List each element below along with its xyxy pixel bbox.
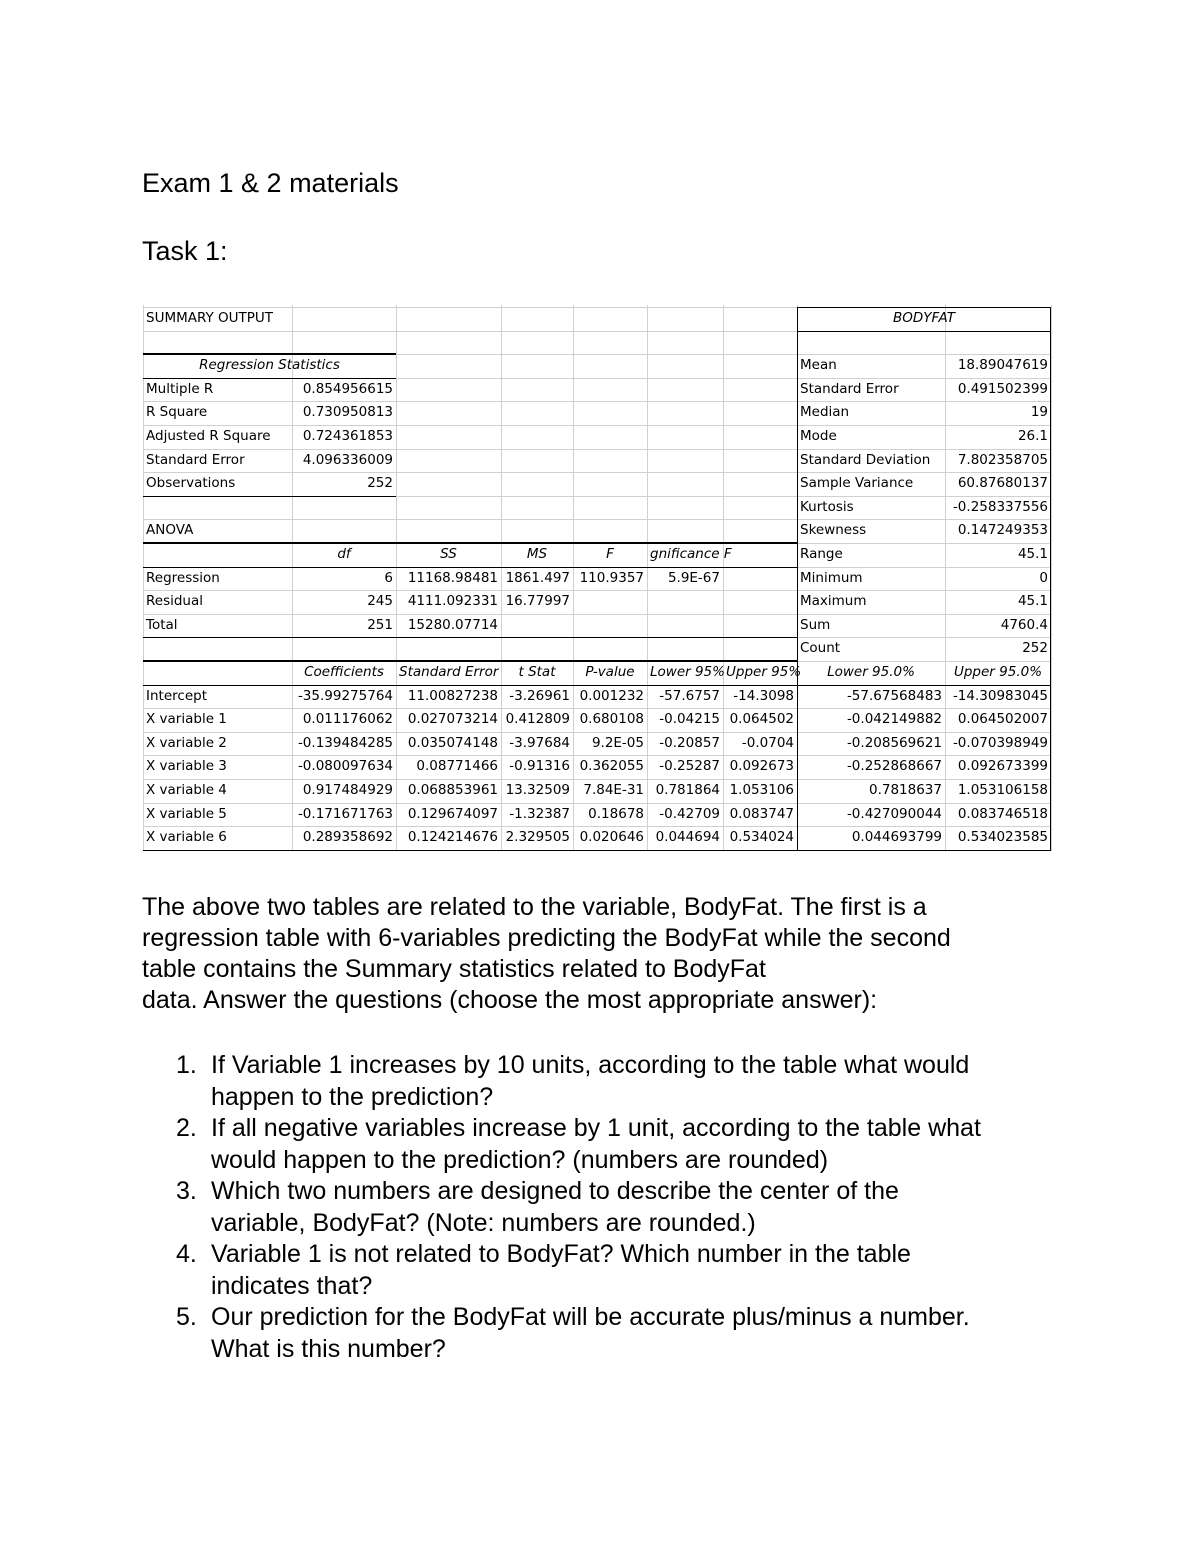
anova-title: ANOVA [146, 522, 194, 539]
coef-value: 0.124214676 [407, 829, 498, 846]
coef-value: 0.064502 [729, 711, 794, 728]
coef-value: -0.20857 [659, 734, 720, 751]
question-item [176, 1113, 1076, 1176]
question-line: happen to the prediction? [211, 1082, 494, 1111]
coef-row-label: X variable 2 [146, 734, 227, 751]
coef-value: 1.053106 [729, 782, 794, 798]
coef-value: 0.7818637 [868, 782, 942, 798]
bodyfat-stat-value: 0 [1039, 569, 1048, 586]
question-line: Our prediction for the BodyFat will be accurate plus/minus a number. [211, 1303, 970, 1331]
stat-label: Standard Error [146, 451, 245, 468]
question-number: 5. [176, 1303, 197, 1331]
bodyfat-stat-value: 0.491502399 [957, 380, 1048, 397]
coef-value: 0.534024 [729, 829, 794, 846]
stat-label: R Square [146, 404, 208, 421]
bodyfat-stat-value: 45.1 [1017, 593, 1048, 610]
bodyfat-stat-label: Standard Error [800, 380, 899, 397]
paragraph-line: The above two tables are related to the variable, BodyFat. The first is a [142, 893, 927, 921]
coef-value: 0.362055 [579, 758, 644, 775]
anova-value: 1861.497 [505, 569, 570, 586]
anova-value: 110.9357 [579, 569, 644, 586]
anova-value: 6 [384, 569, 393, 586]
coef-row-label: X variable 4 [146, 782, 227, 798]
anova-header: df [337, 546, 351, 562]
coef-value: -0.04215 [659, 711, 720, 728]
anova-value: 16.77997 [505, 593, 570, 610]
coef-value: 11.00827238 [407, 687, 498, 704]
coef-header: t Stat [518, 664, 556, 680]
bodyfat-stat-label: Maximum [800, 593, 867, 610]
coef-value: -35.99275764 [297, 687, 393, 704]
coef-row-label: X variable 6 [146, 829, 227, 846]
coef-value: 0.020646 [579, 829, 644, 846]
coef-value: -0.070398949 [952, 734, 1048, 751]
paragraph-line: table contains the Summary statistics related to BodyFat [142, 955, 766, 983]
coef-value: 0.068853961 [407, 782, 498, 798]
anova-value: 15280.07714 [407, 616, 498, 633]
coef-value: -0.208569621 [846, 734, 942, 751]
anova-value: 251 [367, 616, 393, 633]
bodyfat-stat-value: -0.258337556 [952, 498, 1048, 515]
question-number: 1. [176, 1051, 197, 1079]
coef-value: 0.129674097 [407, 805, 498, 822]
question-line: variable, BodyFat? (Note: numbers are rounded.) [211, 1208, 756, 1237]
coef-header: Standard Error [399, 664, 499, 680]
bodyfat-stat-label: Standard Deviation [800, 451, 931, 468]
bodyfat-stat-value: 18.89047619 [957, 357, 1048, 374]
anova-header: F [606, 546, 614, 562]
coef-value: -14.30983045 [952, 687, 1048, 704]
question-list [176, 1050, 1076, 1365]
question-line: Which two numbers are designed to describe the center of the [211, 1177, 899, 1205]
bodyfat-stat-label: Sum [800, 616, 831, 633]
question-number: 2. [176, 1114, 197, 1142]
coef-value: 0.534023585 [957, 829, 1048, 846]
coef-value: 0.08771466 [416, 758, 498, 775]
stat-label: Adjusted R Square [146, 428, 271, 444]
stat-value: 0.854956615 [302, 380, 393, 397]
coef-value: 0.289358692 [302, 829, 393, 846]
bodyfat-stat-label: Range [800, 546, 843, 562]
coef-value: 0.044694 [655, 829, 720, 846]
question-number: 3. [176, 1177, 197, 1205]
coef-value: 0.083747 [729, 805, 794, 822]
coef-value: 0.064502007 [957, 711, 1048, 728]
coef-value: -0.042149882 [846, 711, 942, 728]
coef-value: 0.011176062 [302, 711, 393, 728]
coef-value: -0.42709 [659, 805, 720, 822]
coef-header: Upper 95% [726, 664, 802, 680]
bodyfat-stat-label: Kurtosis [800, 498, 854, 515]
coef-value: -0.139484285 [297, 734, 393, 751]
stat-label: Multiple R [146, 380, 214, 397]
coef-value: 0.412809 [505, 711, 570, 728]
coef-value: 0.035074148 [407, 734, 498, 751]
bodyfat-stat-label: Mode [800, 428, 837, 444]
bodyfat-stat-value: 60.87680137 [957, 475, 1048, 492]
bodyfat-stat-label: Minimum [800, 569, 863, 586]
coef-header: Lower 95% [650, 664, 725, 680]
coef-value: 1.053106158 [957, 782, 1048, 798]
coef-value: 0.680108 [579, 711, 644, 728]
anova-row-label: Regression [146, 569, 220, 586]
stat-value: 252 [367, 475, 393, 492]
coef-header: Coefficients [304, 664, 384, 680]
coef-header: Lower 95.0% [827, 664, 915, 680]
anova-value: 4111.092331 [407, 593, 498, 610]
anova-header: gnificance F [650, 546, 732, 562]
bodyfat-stat-value: 45.1 [1017, 546, 1048, 562]
coef-value: -0.252868667 [846, 758, 942, 775]
bodyfat-stat-label: Sample Variance [800, 475, 914, 492]
question-line: If Variable 1 increases by 10 units, according to the table what would [211, 1051, 970, 1079]
coef-row-label: Intercept [146, 687, 207, 704]
bodyfat-stat-label: Count [800, 640, 841, 657]
question-item [176, 1239, 1076, 1302]
question-line: would happen to the prediction? (numbers are rounded) [211, 1145, 829, 1174]
bodyfat-stat-label: Median [800, 404, 850, 421]
coef-value: 0.092673399 [957, 758, 1048, 775]
coef-value: 0.781864 [655, 782, 720, 798]
coef-row-label: X variable 3 [146, 758, 227, 775]
coef-row-label: X variable 1 [146, 711, 227, 728]
question-line: What is this number? [211, 1334, 446, 1363]
regression-statistics-title: Regression Statistics [199, 357, 340, 374]
document-title: Exam 1 & 2 materials [142, 168, 399, 198]
table-rule [143, 637, 797, 638]
bodyfat-title: BODYFAT [892, 310, 955, 326]
coef-value: 0.18678 [588, 805, 644, 822]
spreadsheet-image [143, 305, 1051, 851]
coef-header: P-value [585, 664, 635, 680]
coef-value: 0.092673 [729, 758, 794, 775]
paragraph-line: regression table with 6-variables predicting the BodyFat while the second [142, 924, 951, 952]
question-item [176, 1176, 1076, 1239]
coef-value: 13.32509 [505, 782, 570, 798]
stat-value: 4.096336009 [302, 451, 393, 468]
bodyfat-stat-label: Skewness [800, 522, 867, 539]
coef-value: -0.25287 [659, 758, 720, 775]
coef-value: -0.0704 [741, 734, 794, 751]
coef-value: -0.427090044 [846, 805, 942, 822]
paragraph-line: data. Answer the questions (choose the most appropriate answer): [142, 986, 878, 1014]
coef-value: -14.3098 [733, 687, 794, 704]
bodyfat-stat-value: 26.1 [1017, 428, 1048, 444]
bodyfat-stat-value: 0.147249353 [957, 522, 1048, 539]
coef-value: -3.97684 [509, 734, 570, 751]
coef-value: -57.6757 [659, 687, 720, 704]
coef-row-label: X variable 5 [146, 805, 227, 822]
question-item [176, 1050, 1076, 1113]
coef-value: -1.32387 [509, 805, 570, 822]
question-item [176, 1302, 1076, 1365]
task-heading: Task 1: [142, 236, 228, 266]
coef-value: 0.917484929 [302, 782, 393, 798]
bodyfat-stat-value: 252 [1022, 640, 1048, 657]
table-rule [143, 496, 396, 497]
question-line: Variable 1 is not related to BodyFat? Which number in the table [211, 1240, 911, 1268]
anova-row-label: Total [146, 616, 178, 633]
bodyfat-stat-value: 4760.4 [1000, 616, 1048, 633]
coef-value: 0.044693799 [851, 829, 942, 846]
bodyfat-stat-value: 19 [1030, 404, 1048, 421]
coef-value: 0.001232 [579, 687, 644, 704]
anova-value: 5.9E-67 [667, 569, 720, 586]
stat-value: 0.724361853 [302, 428, 393, 444]
description-paragraph [142, 892, 1062, 1016]
question-line: If all negative variables increase by 1 unit, according to the table what [211, 1114, 981, 1142]
bodyfat-stat-label: Mean [800, 357, 837, 374]
bodyfat-stat-value: 7.802358705 [957, 451, 1048, 468]
anova-value: 245 [367, 593, 393, 610]
stat-label: Observations [146, 475, 236, 492]
coef-value: 0.083746518 [957, 805, 1048, 822]
question-line: indicates that? [211, 1271, 373, 1300]
anova-header: MS [526, 546, 548, 562]
anova-value: 11168.98481 [407, 569, 498, 586]
anova-header: SS [440, 546, 457, 562]
coef-value: 0.027073214 [407, 711, 498, 728]
coef-value: -57.67568483 [846, 687, 942, 704]
table-rule [797, 331, 1051, 332]
coef-value: -3.26961 [509, 687, 570, 704]
coef-value: -0.171671763 [297, 805, 393, 822]
question-number: 4. [176, 1240, 197, 1268]
coef-value: 7.84E-31 [583, 782, 644, 798]
anova-row-label: Residual [146, 593, 204, 610]
grid-line [1051, 305, 1052, 851]
stat-value: 0.730950813 [302, 404, 393, 421]
coef-value: -0.91316 [509, 758, 570, 775]
summary-output-label: SUMMARY OUTPUT [146, 310, 274, 326]
table-rule [143, 850, 1051, 851]
coef-header: Upper 95.0% [953, 664, 1043, 680]
coef-value: 9.2E-05 [591, 734, 644, 751]
coef-value: 2.329505 [505, 829, 570, 846]
coef-value: -0.080097634 [297, 758, 393, 775]
